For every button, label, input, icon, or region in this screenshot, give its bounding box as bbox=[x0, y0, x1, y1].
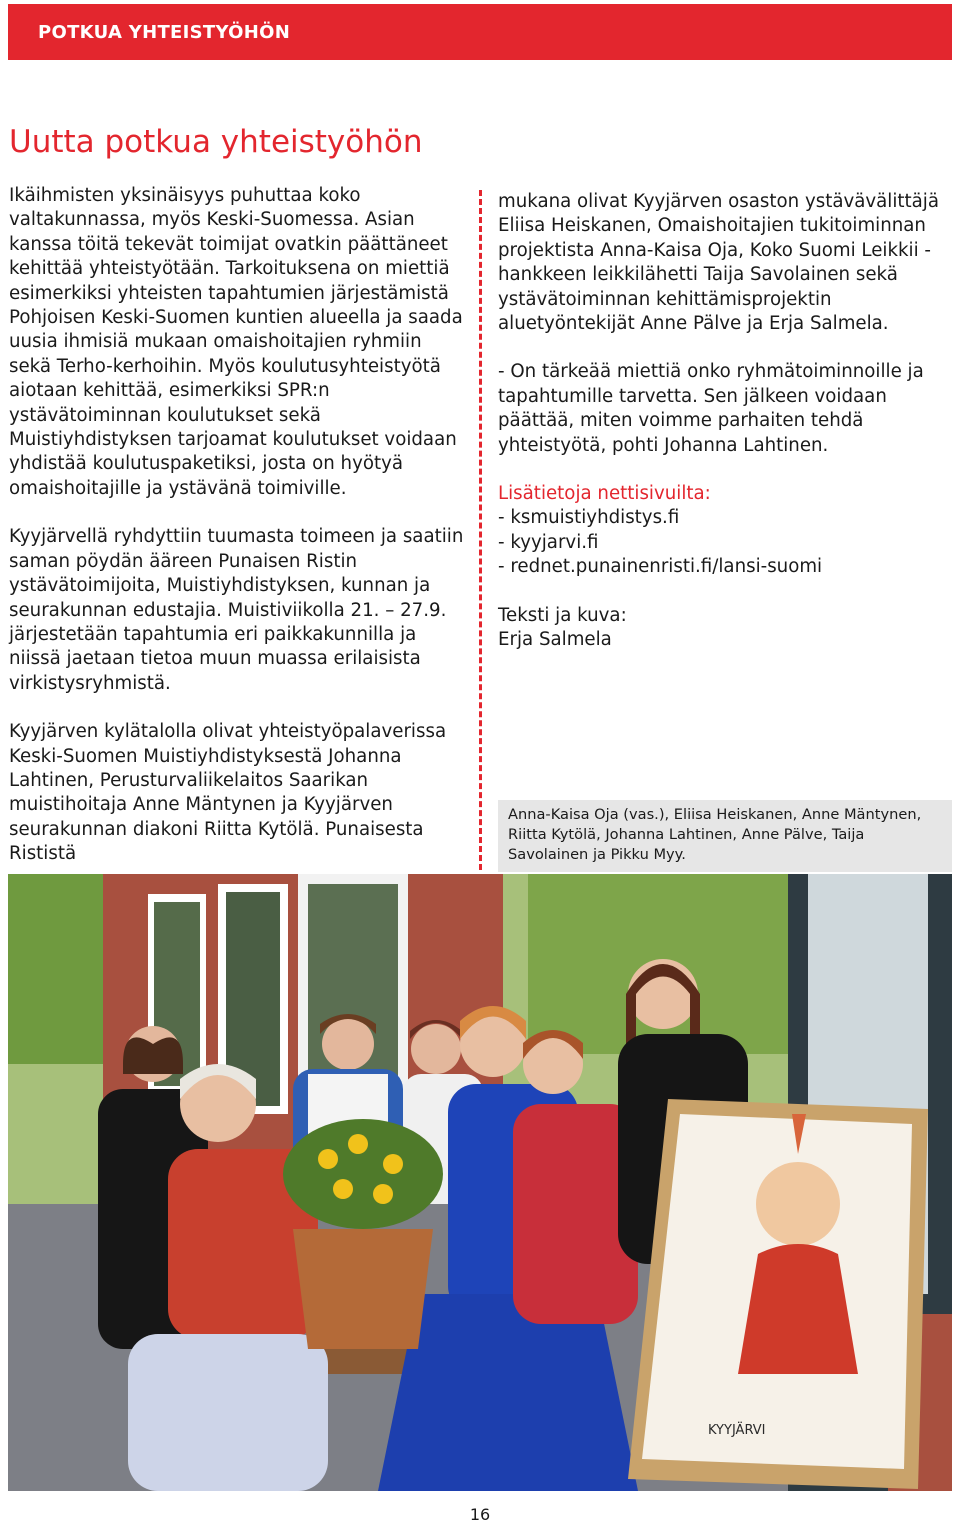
link-rednet[interactable]: - rednet.punainenristi.fi/lansi-suomi bbox=[498, 556, 823, 578]
links-heading: Lisätietoja nettisivuilta: bbox=[498, 483, 711, 505]
paragraph-meeting: Kyyjärven kylätalolla olivat yhteistyöpalaverissa Keski-Suomen Muistiyhdistyksestä Johanna Lahtinen, Perusturvaliikelaitos Saarikan muistihoitaja Anne Mäntynen ja Kyyjärven seurakunnan diakoni Riitta Kytölä. Punaisesta Rististä bbox=[9, 721, 447, 865]
left-column bbox=[9, 184, 467, 891]
paragraph-intro: Ikäihmisten yksinäisyys puhuttaa koko valtakunnassa, myös Keski-Suomessa. Asian kanssa töitä tekevät toimijat ovatkin päättäneet kehittää yhteistyötään. Tarkoituksena on miettiä esimerkiksi yhteisten tapahtumien järjestämistä Pohjoisen Keski-Suomen kuntien alueella ja saada uusia ihmisiä mukaan omaishoitajien ryhmiin sekä Terho-kerhoihin. Myös koulutusyhteistyötä aiotaan kehittää, esimerkiksi SPR:n ystävätoiminnan koulutukset sekä Muistiyhdistyksen tarjoamat koulutukset voidaan yhdistää koulutuspaketiksi, josta on hyötyä omaishoitajille ja ystävänä toimiville. bbox=[9, 185, 463, 499]
section-title: POTKUA YHTEISTYÖHÖN bbox=[38, 22, 291, 43]
link-kyyjarvi[interactable]: - kyyjarvi.fi bbox=[498, 531, 599, 553]
group-photo-illustration bbox=[8, 874, 952, 1491]
article-title: Uutta potkua yhteistyöhön bbox=[9, 124, 423, 160]
link-ksmuistiyhdistys[interactable]: - ksmuistiyhdistys.fi bbox=[498, 507, 680, 529]
right-column bbox=[498, 190, 950, 677]
credit-name: Erja Salmela bbox=[498, 629, 612, 651]
photo-caption: Anna-Kaisa Oja (vas.), Eliisa Heiskanen, Anne Mäntynen, Riitta Kytölä, Johanna Lahtinen, Anne Pälve, Taija Savolainen ja Pikku Myy. bbox=[508, 806, 922, 863]
photo-caption-box bbox=[498, 800, 952, 872]
poster-label: KYYJÄRVI bbox=[708, 1423, 766, 1438]
paragraph-participants: mukana olivat Kyyjärven osaston ystävävälittäjä Eliisa Heiskanen, Omaishoitajien tukitoiminnan projektista Anna-Kaisa Oja, Koko Suomi Leikkii -hankkeen leikkilähetti Taija Savolainen sekä ystävätoiminnan kehittämisprojektin aluetyöntekijät Anne Pälve ja Erja Salmela. bbox=[498, 191, 940, 335]
section-banner bbox=[8, 4, 952, 60]
page-number: 16 bbox=[469, 1505, 491, 1524]
group-photo bbox=[8, 874, 952, 1491]
credit-block bbox=[498, 604, 950, 653]
credit-label: Teksti ja kuva: bbox=[498, 604, 627, 626]
links-block bbox=[498, 482, 950, 580]
column-divider bbox=[479, 190, 482, 870]
paragraph-kyyjarvi: Kyyjärvellä ryhdyttiin tuumasta toimeen ja saatiin saman pöydän ääreen Punaisen Ristin ystävätoimijoita, Muistiyhdistyksen, kunnan ja seurakunnan edustajia. Muistiviikolla 21. – 27.9. järjestetään tapahtumia eri paikkakunnilla ja niissä jaetaan tietoa muun muassa erilaisista virkistysryhmistä. bbox=[9, 526, 464, 694]
paragraph-quote: - On tärkeää miettiä onko ryhmätoiminnoille ja tapahtumille tarvetta. Sen jälkeen voidaan päättää, miten voimme parhaiten tehdä yhteistyötä, pohti Johanna Lahtinen. bbox=[498, 361, 924, 456]
